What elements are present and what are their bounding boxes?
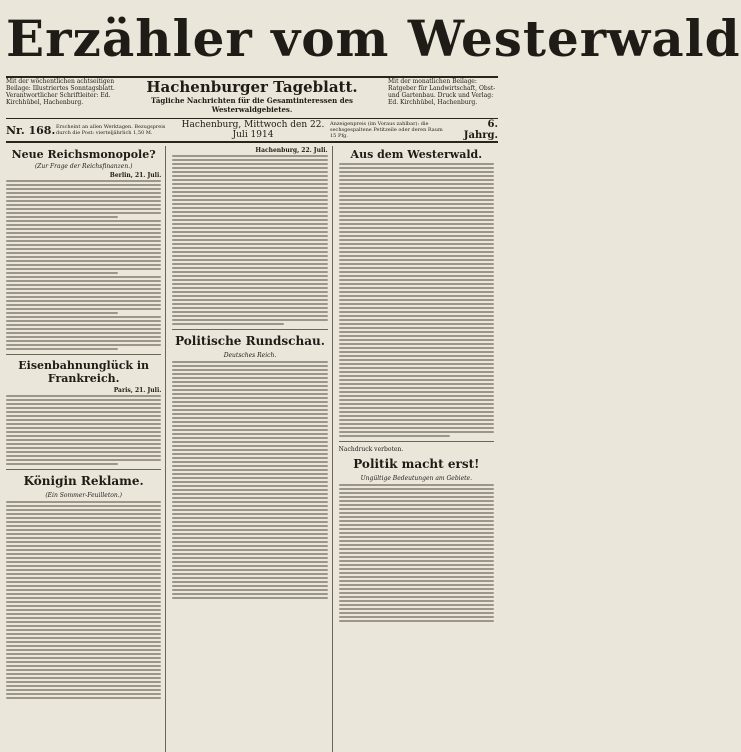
subhead-title: Hachenburger Tageblatt.	[146, 78, 358, 96]
article-columns	[6, 143, 498, 752]
article-dateline: Berlin, 21. Juli.	[109, 172, 162, 179]
article-body-lines	[339, 484, 494, 622]
article-dateline: Hachenburg, 22. Juli.	[255, 147, 328, 154]
issue-date: Hachenburg, Mittwoch den 22. Juli 1914	[181, 120, 325, 140]
subhead-center	[116, 78, 388, 114]
article-body-lines	[339, 163, 494, 437]
ad-notes: Anzeigenpreis (im Voraus zahlbar): die sechsgespaltene Petitzeile oder deren Raum 15 Pfg.	[330, 121, 443, 139]
article-body-lines	[6, 180, 161, 350]
subhead-right: Mit der monatlichen Beilage: Ratgeber für Landwirtschaft, Obst- und Gartenbau. Druck und Verlag: Ed. Kirchhübel, Hachenburg.	[388, 78, 496, 106]
article-heading: Politische Rundschau.	[175, 334, 325, 348]
subhead	[6, 78, 498, 119]
column-2	[172, 146, 332, 752]
article-heading: Eisenbahnunglück in Frankreich.	[18, 359, 150, 385]
divider	[6, 469, 161, 470]
reprint-notice: Nachdruck verboten.	[338, 446, 404, 453]
article-subheading: Deutsches Reich.	[223, 352, 277, 359]
divider	[339, 441, 494, 442]
article-heading: Aus dem Westerwald.	[350, 148, 483, 161]
article-body-lines	[6, 395, 161, 465]
column-3	[339, 146, 498, 752]
divider	[172, 329, 327, 330]
article-body-lines	[6, 501, 161, 699]
column-1	[6, 146, 166, 752]
article-heading: Neue Reichsmonopole?	[11, 148, 156, 161]
year-label: 6. Jahrg.	[463, 119, 498, 141]
article-subheading: (Zur Frage der Reichsfinanzen.)	[34, 163, 133, 170]
dateline-bar	[6, 119, 498, 143]
article-body-lines	[172, 155, 327, 325]
subhead-tagline: Tägliche Nachrichten für die Gesamtinteressen des Westerwaldgebietes.	[150, 96, 353, 114]
article-heading: Königin Reklame.	[23, 474, 144, 488]
divider	[6, 354, 161, 355]
article-subheading: Ungültige Bedeutungen am Gebiete.	[360, 475, 473, 482]
article-body-lines	[172, 361, 327, 599]
subhead-left: Mit der wöchentlichen achtseitigen Beilage: Illustriertes Sonntagsblatt. Verantwortlicher Schriftleiter: Ed. Kirchhübel, Hachenburg.	[6, 78, 115, 106]
issue-number: Nr. 168.	[6, 123, 56, 137]
price-notes: Erscheint an allen Werktagen. Bezugspreis durch die Post: vierteljährlich 1,50 M.	[56, 124, 166, 136]
article-heading: Politik macht erst!	[353, 457, 480, 471]
article-dateline: Paris, 21. Juli.	[113, 387, 162, 394]
masthead-title: Erzähler vom Westerwald	[6, 4, 498, 78]
article-subheading: (Ein Sommer-Feuilleton.)	[45, 492, 122, 499]
